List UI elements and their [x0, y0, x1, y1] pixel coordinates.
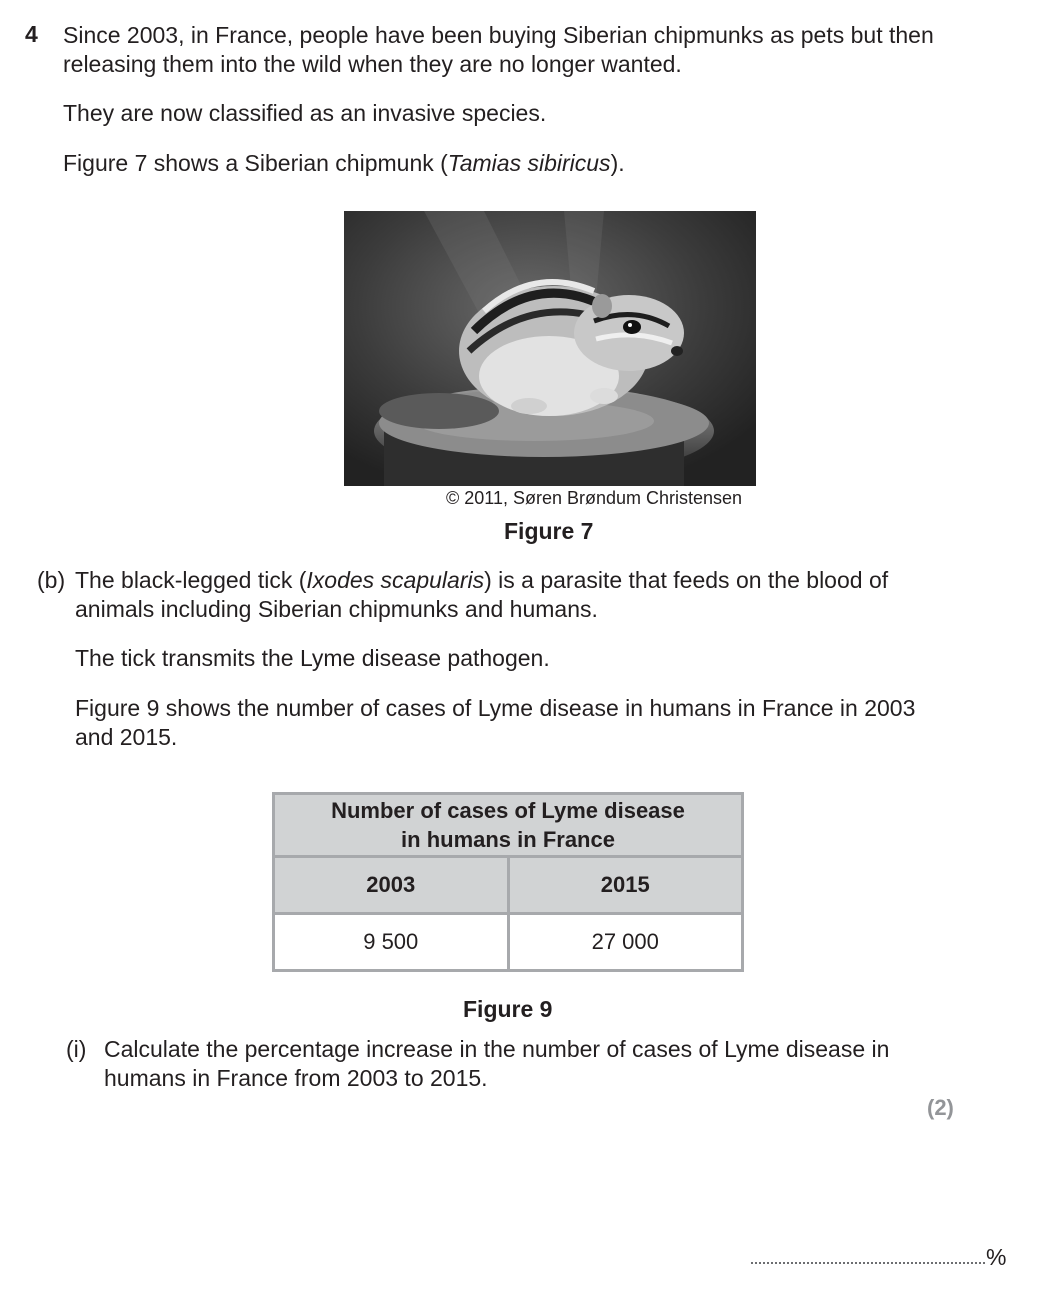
part-b-line-1: The black-legged tick (Ixodes scapularis) is a parasite that feeds on the blood of — [75, 567, 889, 593]
pathogen-statement: The tick transmits the Lyme disease pathogen. — [75, 645, 550, 671]
intro-line-1: Since 2003, in France, people have been buying Siberian chipmunks as pets but then — [63, 22, 934, 48]
marks-indicator: (2) — [927, 1095, 954, 1120]
part-i-line-1: Calculate the percentage increase in the number of cases of Lyme disease in — [104, 1036, 890, 1062]
part-i-label: (i) — [66, 1036, 87, 1062]
invasive-statement: They are now classified as an invasive species. — [63, 100, 547, 126]
column-header-2015: 2015 — [508, 857, 743, 914]
part-b-line-2: animals including Siberian chipmunks and humans. — [75, 596, 598, 622]
figure7-reference: Figure 7 shows a Siberian chipmunk (Tamias sibiricus). — [63, 150, 625, 176]
tick-species-name: Ixodes scapularis — [306, 567, 485, 593]
lyme-cases-table — [272, 792, 744, 972]
column-header-2003: 2003 — [274, 857, 509, 914]
figure9-reference-line-1: Figure 9 shows the number of cases of Lyme disease in humans in France in 2003 — [75, 695, 916, 721]
part-i-line-2: humans in France from 2003 to 2015. — [104, 1065, 488, 1091]
photo-credit: © 2011, Søren Brøndum Christensen — [446, 488, 743, 508]
cases-2015: 27 000 — [508, 914, 743, 971]
question-number: 4 — [25, 21, 38, 47]
percent-unit: % — [986, 1244, 1007, 1270]
intro-line-2: releasing them into the wild when they are no longer wanted. — [63, 51, 682, 77]
part-b-label: (b) — [37, 567, 66, 593]
chipmunk-illustration — [344, 211, 756, 486]
chipmunk-photo — [344, 211, 756, 486]
figure9-caption: Figure 9 — [463, 996, 553, 1022]
answer-line[interactable] — [751, 1262, 985, 1264]
cases-2003: 9 500 — [274, 914, 509, 971]
figure9-reference-line-2: and 2015. — [75, 724, 178, 750]
figure7-caption: Figure 7 — [504, 518, 594, 544]
species-name: Tamias sibiricus — [447, 150, 611, 176]
table-title: Number of cases of Lyme disease in humans in France — [274, 794, 743, 857]
